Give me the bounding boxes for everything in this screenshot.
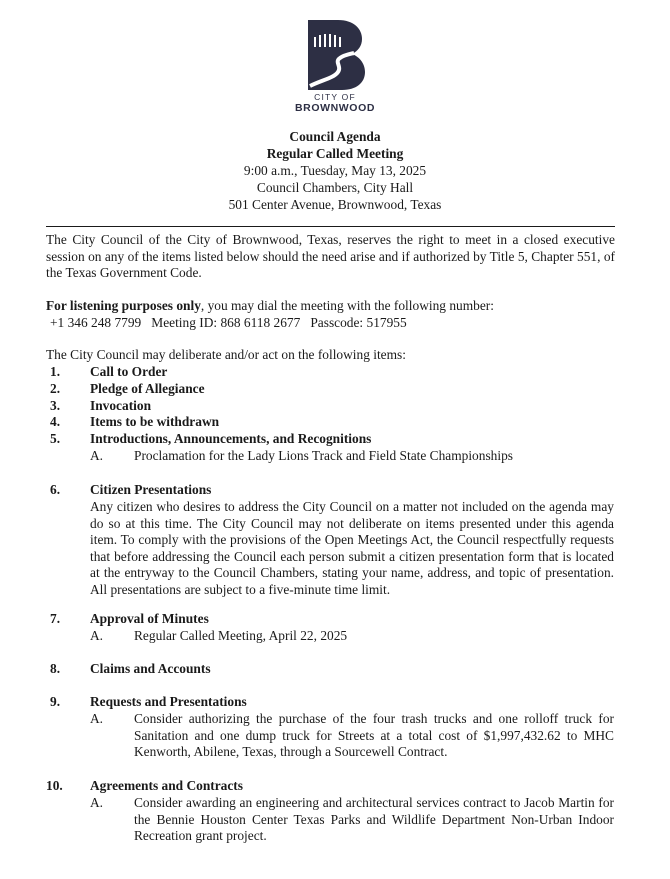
header-divider — [46, 226, 615, 227]
item-number: 1. — [50, 364, 61, 379]
item-title: Invocation — [90, 398, 152, 413]
subitem-text: Consider awarding an engineering and architectural services contract to Jacob Martin for the Bennie Houston Center Texas Parks and Wildlife Department Non-Urban Indoor Recreation grant project. — [134, 795, 614, 844]
item-title: Citizen Presentations — [90, 482, 212, 497]
item-number: 8. — [50, 661, 61, 676]
subitem-text: Regular Called Meeting, April 22, 2025 — [134, 628, 348, 643]
item-number: 2. — [50, 381, 61, 396]
meeting-location: Council Chambers, City Hall — [256, 180, 414, 195]
item-number: 9. — [50, 694, 61, 709]
listening-notice — [46, 298, 615, 331]
logo-city-of-text: CITY OF — [314, 92, 356, 102]
subitem-letter: A. — [90, 795, 104, 810]
agenda-title: Council Agenda — [289, 129, 381, 144]
subitem-text: Proclamation for the Lady Lions Track and Field State Championships — [134, 448, 513, 463]
brownwood-b-logo-icon — [304, 20, 366, 90]
subitem-letter: A. — [90, 448, 104, 463]
item-title: Introductions, Announcements, and Recognitions — [90, 431, 372, 446]
logo-brownwood-text: BROWNWOOD — [294, 102, 376, 114]
city-logo — [0, 20, 670, 120]
subitem-text: Consider authorizing the purchase of the four trash trucks and one rolloff truck for Sanitation and one dump truck for Streets at a total cost of $1,997,432.62 to MHC Kenworth, Abilene, Texas, through a Sourcewell Contract. — [134, 711, 614, 760]
item-title: Pledge of Allegiance — [90, 381, 205, 396]
item-number: 10. — [46, 778, 63, 793]
meeting-address: 501 Center Avenue, Brownwood, Texas — [228, 197, 442, 212]
item-number: 4. — [50, 414, 61, 429]
dial-in-info: +1 346 248 7799 Meeting ID: 868 6118 2677 Passcode: 517955 — [50, 314, 407, 330]
item-title: Agreements and Contracts — [90, 778, 243, 793]
agenda-header — [0, 128, 670, 213]
subitem-letter: A. — [90, 711, 104, 726]
meeting-type: Regular Called Meeting — [266, 146, 404, 161]
closed-session-notice: The City Council of the City of Brownwood, Texas, reserves the right to meet in a closed executive session on any of the items listed below should the need arise and if authorized by Title 5, Chapter 551, of the Texas Government Code. — [46, 232, 615, 281]
item-number: 5. — [50, 431, 61, 446]
subitem-letter: A. — [90, 628, 104, 643]
listening-bold-text: For listening purposes only — [46, 298, 201, 313]
item-number: 6. — [50, 482, 61, 497]
citizen-presentations-text: Any citizen who desires to address the City Council on a matter not included on the agenda may do so at this time. The City Council may not deliberate on items presented under this agenda item. To comply with the provisions of the Open Meetings Act, the Council respectfully requests that before addressing the Council each person submit a citizen presentation form that is located at the entryway to the Council Chambers, stating your name, address, and topic of presentation. All presentations are subject to a five-minute time limit. — [90, 499, 614, 597]
listening-rest-text: , you may dial the meeting with the following number: — [200, 298, 494, 313]
item-title: Approval of Minutes — [90, 611, 209, 626]
meeting-datetime: 9:00 a.m., Tuesday, May 13, 2025 — [243, 163, 427, 178]
item-number: 7. — [50, 611, 61, 626]
item-title: Call to Order — [90, 364, 168, 379]
item-title: Claims and Accounts — [90, 661, 211, 676]
deliberate-statement: The City Council may deliberate and/or act on the following items: — [46, 347, 406, 362]
item-number: 3. — [50, 398, 61, 413]
item-title: Requests and Presentations — [90, 694, 247, 709]
item-title: Items to be withdrawn — [90, 414, 220, 429]
